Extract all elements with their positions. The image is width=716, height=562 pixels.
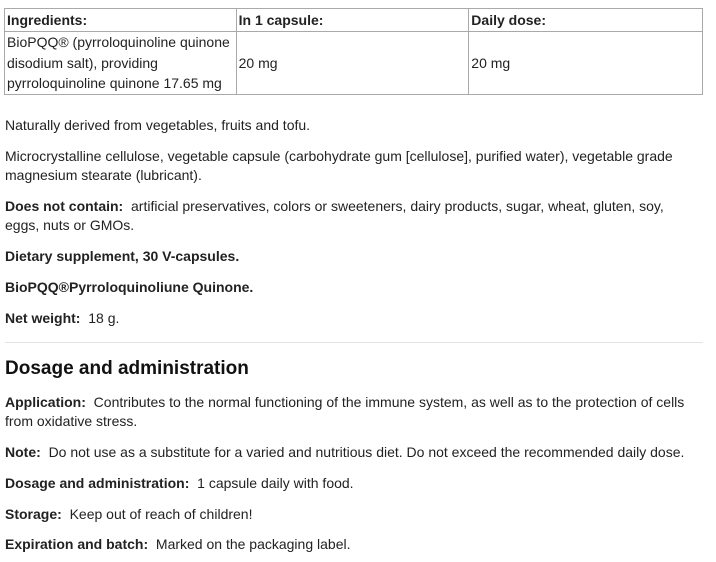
- application-value: Contributes to the normal functioning of the immune system, as well as to the protection of cells from oxidative stress.: [5, 394, 685, 429]
- free-from-label: Does not contain:: [5, 198, 124, 214]
- header-per-capsule: In 1 capsule:: [236, 9, 469, 32]
- origin-text: Naturally derived from vegetables, fruits and tofu.: [5, 117, 311, 133]
- section-divider: [5, 342, 703, 343]
- supplement-line: Dietary supplement, 30 V-capsules.: [5, 248, 240, 264]
- free-from-value: artificial preservatives, colors or sweeteners, dairy products, sugar, wheat, gluten, soy, eggs, nuts or GMOs.: [5, 198, 664, 233]
- note-label: Note:: [5, 444, 41, 460]
- per-capsule-amount-cell: 20 mg: [236, 32, 469, 95]
- free-from-paragraph: [5, 197, 695, 235]
- product-name-line: BioPQQ®Pyrroloquinoliune Quinone.: [5, 279, 254, 295]
- net-weight-paragraph: [5, 309, 695, 328]
- table-header-row: [5, 9, 703, 32]
- supplement-paragraph: [5, 247, 695, 266]
- header-ingredients: Ingredients:: [5, 9, 237, 32]
- note-value: Do not use as a substitute for a varied and nutritious diet. Do not exceed the recommended daily dose.: [48, 444, 685, 460]
- other-ingredients-text: Microcrystalline cellulose, vegetable capsule (carbohydrate gum [cellulose], purified water), vegetable grade magnesium stearate (lubricant).: [5, 148, 673, 183]
- ingredient-name-cell: BioPQQ® (pyrroloquinoline quinone disodium salt), providing pyrroloquinoline quinone 17.65 mg: [5, 32, 237, 95]
- administration-label: Dosage and administration:: [5, 475, 190, 491]
- note-paragraph: [5, 443, 695, 462]
- net-weight-label: Net weight:: [5, 310, 81, 326]
- table-row: [5, 32, 703, 95]
- application-label: Application:: [5, 394, 86, 410]
- application-paragraph: [5, 393, 695, 431]
- header-daily-dose: Daily dose:: [469, 9, 703, 32]
- dosage-heading: Dosage and administration: [5, 358, 249, 379]
- ingredients-table: [4, 8, 703, 95]
- expiration-paragraph: [5, 535, 695, 554]
- administration-paragraph: [5, 474, 695, 493]
- administration-value: 1 capsule daily with food.: [197, 475, 354, 491]
- daily-dose-amount-cell: 20 mg: [469, 32, 703, 95]
- storage-label: Storage:: [5, 506, 62, 522]
- product-paragraph: [5, 278, 695, 297]
- expiration-value: Marked on the packaging label.: [155, 536, 351, 552]
- storage-paragraph: [5, 505, 695, 524]
- net-weight-value: 18 g.: [88, 310, 120, 326]
- expiration-label: Expiration and batch:: [5, 536, 149, 552]
- storage-value: Keep out of reach of children!: [69, 506, 253, 522]
